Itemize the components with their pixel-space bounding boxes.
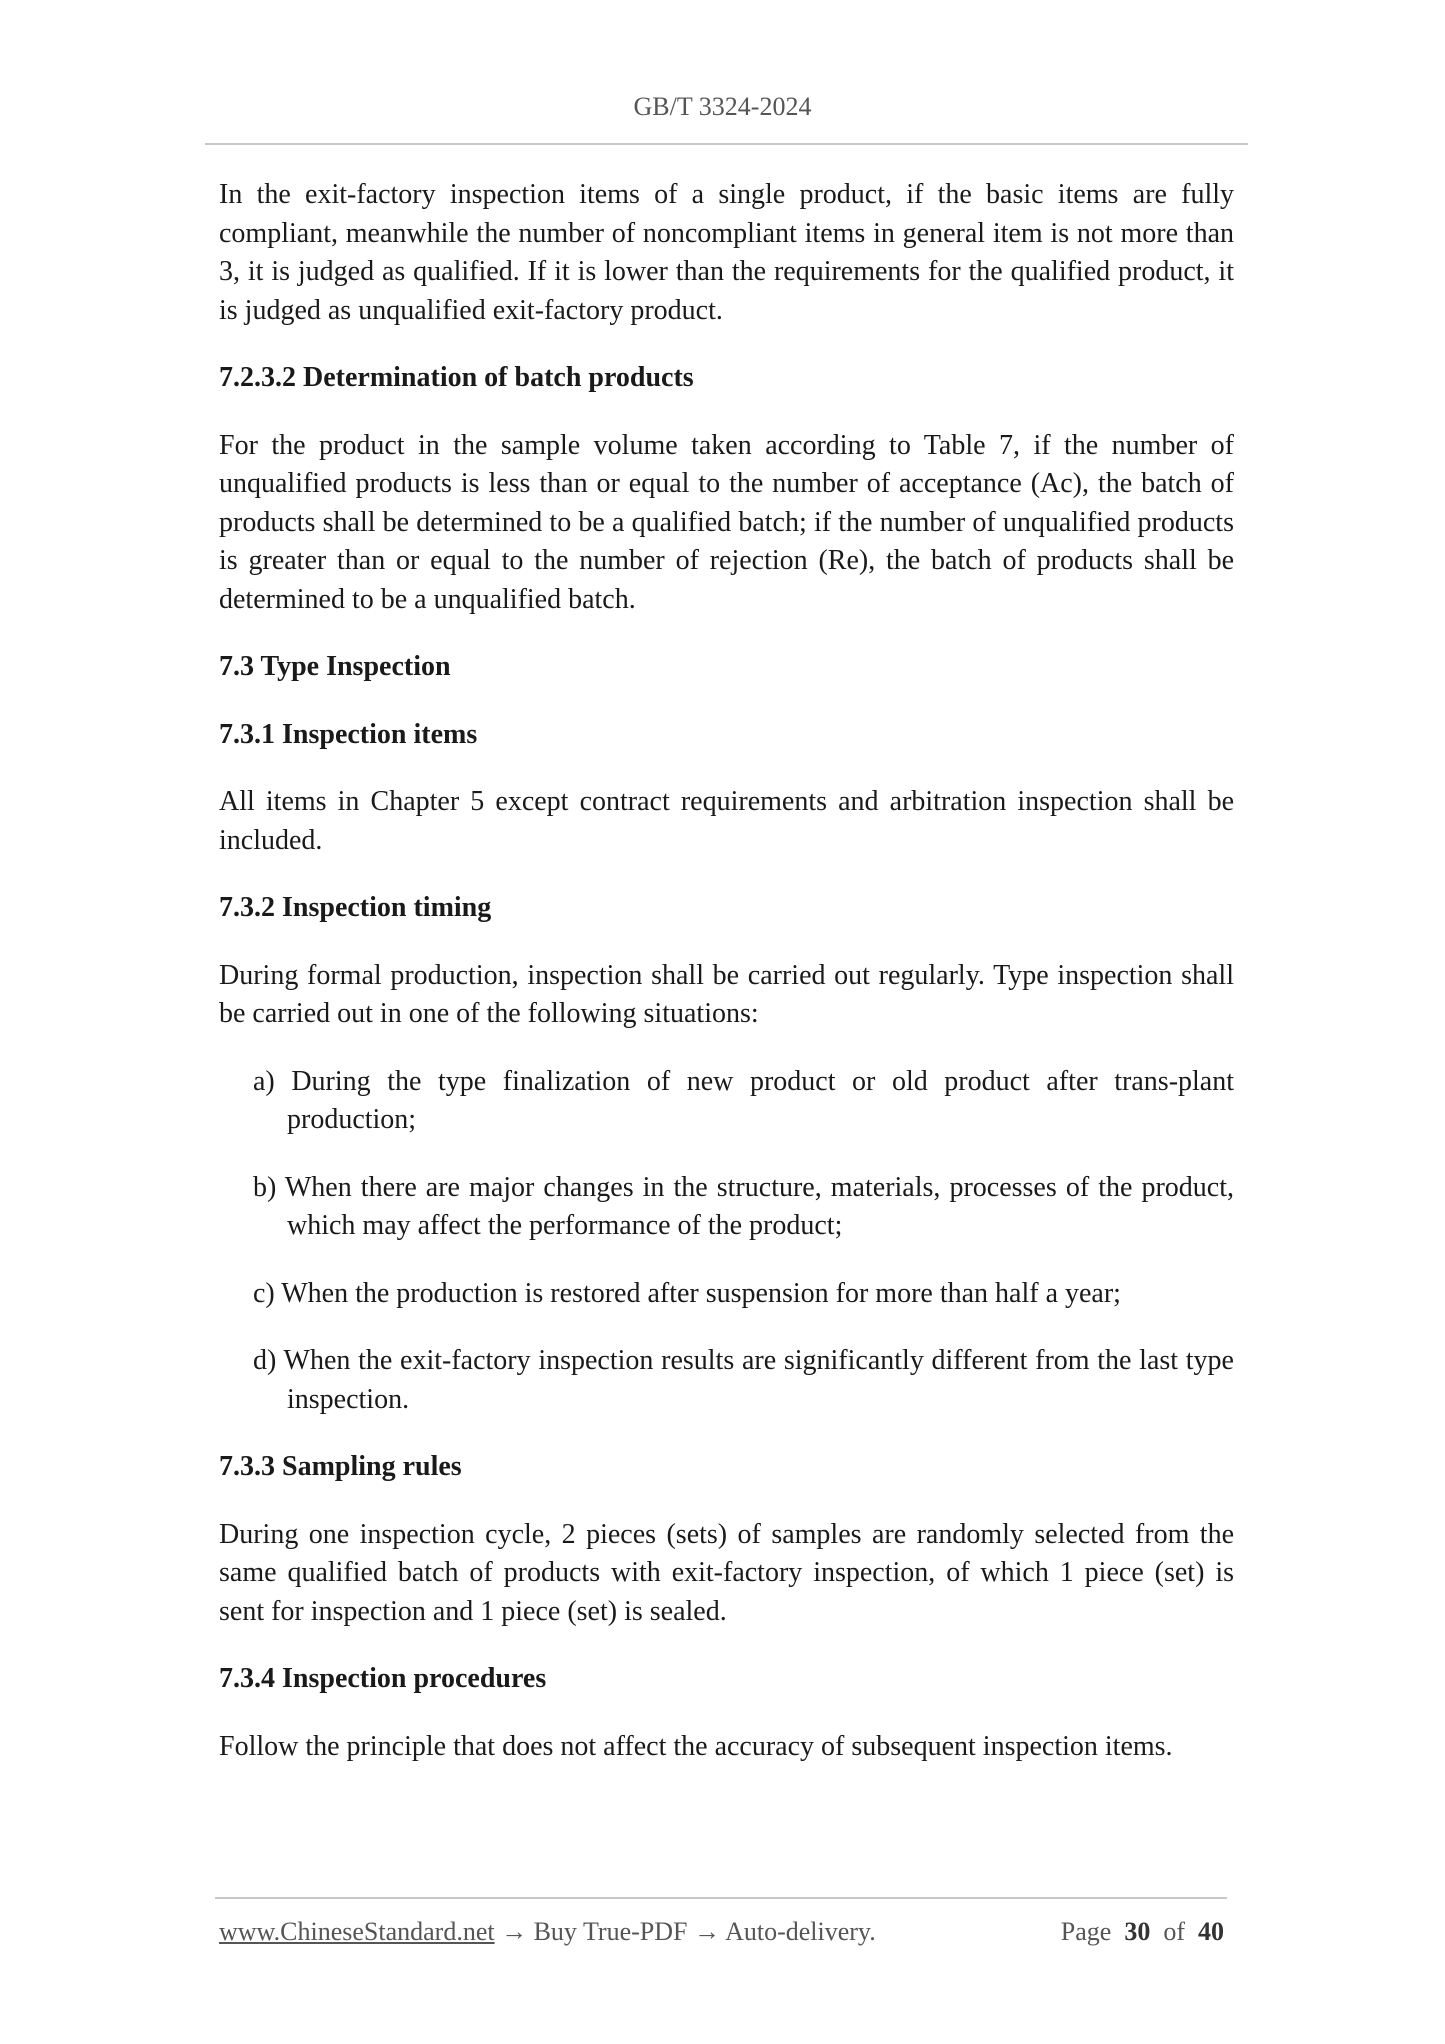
heading-7-2-3-2: 7.2.3.2 Determination of batch products: [219, 362, 694, 393]
total-pages: 40: [1198, 1917, 1224, 1946]
paragraph-inspection-procedures: Follow the principle that does not affect the accuracy of subsequent inspection items.: [219, 1730, 1173, 1762]
header-divider: [205, 143, 1248, 145]
page-header-title: GB/T 3324-2024: [633, 92, 812, 121]
heading-7-3: 7.3 Type Inspection: [219, 651, 451, 682]
arrow-right-icon: →: [694, 1917, 720, 1946]
page-number: [1061, 1917, 1224, 1947]
current-page: 30: [1124, 1917, 1151, 1946]
list-item-d: d) When the exit-factory inspection results are significantly different from the last type inspection.: [253, 1345, 1234, 1415]
footer-divider: [215, 1897, 1227, 1899]
paragraph-single-product: In the exit-factory inspection items of a single product, if the basic items are fully compliant, meanwhile the number of noncompliant items in general item is not more than 3, it is judged as qualified. If it is lower than the requirements for the qualified product, it is judged as unqualified exit-factory product.: [219, 179, 1234, 326]
list-item-c: c) When the production is restored after suspension for more than half a year;: [253, 1277, 1121, 1309]
heading-7-3-3: 7.3.3 Sampling rules: [219, 1451, 462, 1482]
paragraph-inspection-items: All items in Chapter 5 except contract requirements and arbitration inspection shall be included.: [219, 786, 1234, 856]
auto-delivery-text: Auto-delivery.: [725, 1917, 876, 1946]
document-body: [219, 176, 1234, 1795]
paragraph-batch-products: For the product in the sample volume taken according to Table 7, if the number of unqualified products is less than or equal to the number of acceptance (Ac), the batch of products shall be determined to be a qualified batch; if the number of unqualified products is greater than or equal to the number of rejection (Re), the batch of products shall be determined to be a unqualified batch.: [219, 429, 1234, 615]
list-item-a: a) During the type finalization of new product or old product after trans-plant production;: [253, 1065, 1234, 1135]
heading-7-3-4: 7.3.4 Inspection procedures: [219, 1663, 547, 1694]
paragraph-sampling-rules: During one inspection cycle, 2 pieces (sets) of samples are randomly selected from the same qualified batch of products with exit-factory inspection, of which 1 piece (set) is sent for inspection and 1 piece (set) is sealed.: [219, 1518, 1234, 1627]
of-label: of: [1163, 1917, 1185, 1946]
buy-pdf-text: Buy True-PDF: [533, 1917, 688, 1946]
paragraph-inspection-timing: During formal production, inspection shall be carried out regularly. Type inspection shall be carried out in one of the following situations:: [219, 959, 1234, 1029]
heading-7-3-1: 7.3.1 Inspection items: [219, 718, 478, 750]
heading-7-3-2: 7.3.2 Inspection timing: [219, 892, 492, 923]
footer-promo: [219, 1917, 876, 1947]
arrow-right-icon: →: [501, 1917, 528, 1946]
page-label: Page: [1060, 1917, 1112, 1946]
list-item-b: b) When there are major changes in the structure, materials, processes of the product, which may affect the performance of the product;: [253, 1171, 1234, 1241]
website-link[interactable]: www.ChineseStandard.net: [219, 1917, 495, 1946]
